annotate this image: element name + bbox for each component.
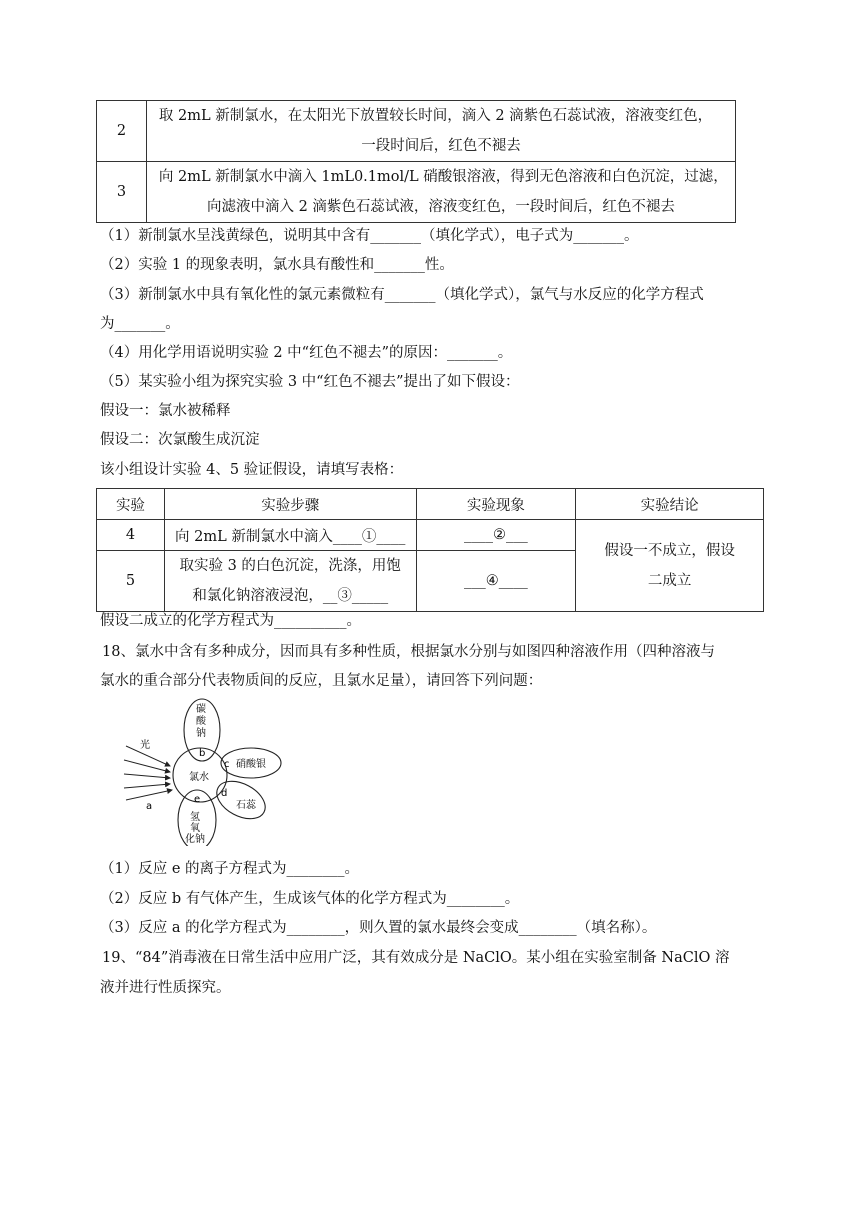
- row-text-line: 取 2mL 新制氯水，在太阳光下放置较长时间，滴入 2 滴紫色石蕊试液，溶液变红色，: [158, 108, 713, 124]
- light-label: 光: [140, 740, 150, 751]
- row-text-line: 向滤液中滴入 2 滴紫色石蕊试液，溶液变红色，一段时间后，红色不褪去: [206, 199, 675, 215]
- hypothesis-1: 假设一：氯水被稀释: [100, 403, 231, 419]
- row-number: 4: [97, 520, 165, 551]
- q18-part1: （1）反应 e 的离子方程式为________。: [100, 861, 360, 877]
- step-line: 和氯化钠溶液浸泡，__③_____: [192, 588, 389, 604]
- row-text-line: 一段时间后，红色不褪去: [361, 138, 521, 154]
- step-cell: [164, 551, 416, 612]
- reaction-b-label: b: [199, 748, 206, 759]
- row-number: 5: [97, 551, 165, 612]
- light-ray: [124, 784, 170, 788]
- reaction-e-label: e: [194, 794, 201, 805]
- row-number: 3: [97, 162, 147, 223]
- hypothesis-2: 假设二：次氯酸生成沉淀: [100, 432, 260, 448]
- q17-part1: （1）新制氯水呈浅黄绿色，说明其中含有_______（填化学式），电子式为_______。: [100, 228, 639, 244]
- q18-intro-line1: 18、氯水中含有多种成分，因而具有多种性质，根据氯水分别与如图四种溶液作用（四种溶液与: [102, 644, 715, 660]
- table-row: [97, 162, 736, 223]
- right-label: 硝酸银: [236, 759, 266, 770]
- table-row: [97, 101, 736, 162]
- q18-part2: （2）反应 b 有气体产生，生成该气体的化学方程式为________。: [100, 891, 520, 907]
- column-header: 实验: [97, 489, 165, 520]
- chlorine-water-diagram: [118, 696, 288, 846]
- reaction-d-label: d: [221, 788, 228, 799]
- hypothesis-equation: 假设二成立的化学方程式为__________。: [100, 613, 361, 629]
- table-intro: 该小组设计实验 4、5 验证假设，请填写表格：: [100, 462, 404, 478]
- top-label-line: 碳: [196, 704, 206, 715]
- light-ray: [126, 790, 172, 800]
- bottom-label-line: 化钠: [185, 834, 205, 845]
- column-header: 实验步骤: [164, 489, 416, 520]
- conclusion-line: 假设一不成立，假设: [604, 542, 735, 559]
- experiment-table-top: [96, 100, 736, 223]
- light-ray: [124, 760, 170, 772]
- reaction-c-label: c: [224, 759, 230, 770]
- q17-part4: （4）用化学用语说明实验 2 中“红色不褪去”的原因：_______。: [100, 345, 513, 361]
- phenomenon-cell: ____②___: [416, 520, 576, 551]
- table-header-row: [97, 489, 764, 520]
- row-text-line: 向 2mL 新制氯水中滴入 1mL0.1mol/L 硝酸银溶液，得到无色溶液和白色沉淀，过滤，: [158, 169, 728, 185]
- q19-line1: 19、“84”消毒液在日常生活中应用广泛，其有效成分是 NaClO。某小组在实验室制备 NaClO 溶: [102, 950, 730, 966]
- experiment-table: [96, 488, 764, 612]
- top-label-line: 钠: [196, 728, 206, 739]
- q18-part3: （3）反应 a 的化学方程式为________，则久置的氯水最终会变成________（填名称）。: [100, 920, 657, 936]
- q17-part2: （2）实验 1 的现象表明，氯水具有酸性和_______性。: [100, 257, 454, 273]
- reaction-a-label: a: [146, 801, 153, 812]
- light-ray: [124, 774, 170, 778]
- q19-line2: 液并进行性质探究。: [100, 980, 231, 996]
- bottom-label-line: 氧: [190, 823, 200, 834]
- step-cell: 向 2mL 新制氯水中滴入____①____: [164, 520, 416, 551]
- top-label-line: 酸: [196, 716, 206, 727]
- center-label: 氯水: [189, 772, 209, 783]
- q17-part3b: 为_______。: [100, 316, 180, 332]
- bottom-label-line: 氢: [190, 812, 200, 823]
- column-header: 实验结论: [576, 489, 764, 520]
- q18-intro-line2: 氯水的重合部分代表物质间的反应，且氯水足量），请回答下列问题：: [100, 673, 543, 689]
- lower-right-label: 石蕊: [236, 800, 256, 811]
- q17-part3a: （3）新制氯水中具有氧化性的氯元素微粒有_______（填化学式），氯气与水反应的化学方程式: [100, 287, 704, 303]
- conclusion-cell: [576, 520, 764, 612]
- q17-part5: （5）某实验小组为探究实验 3 中“红色不褪去”提出了如下假设：: [100, 374, 520, 390]
- column-header: 实验现象: [416, 489, 576, 520]
- row-number: 2: [97, 101, 147, 162]
- table-row: [97, 520, 764, 551]
- phenomenon-cell: ___④____: [416, 551, 576, 612]
- conclusion-line: 二成立: [647, 572, 692, 589]
- step-line: 取实验 3 的白色沉淀，洗涤，用饱: [179, 558, 401, 574]
